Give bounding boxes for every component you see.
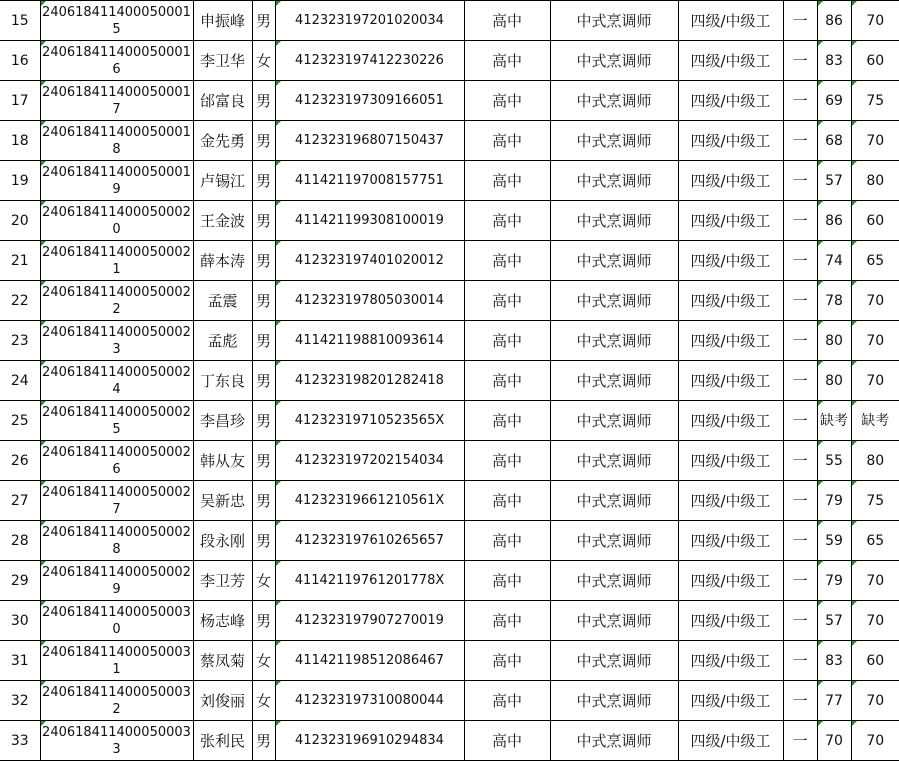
practical-score-cell[interactable]: 70: [851, 561, 899, 601]
occupation-cell[interactable]: 中式烹调师: [550, 81, 678, 121]
occupation-cell[interactable]: 中式烹调师: [550, 681, 678, 721]
ticket-number-cell[interactable]: 2406184114000500029: [40, 561, 193, 601]
table-row: [0, 161, 899, 201]
level-cell[interactable]: 四级/中级工: [678, 1, 783, 41]
gender-cell[interactable]: 男: [252, 441, 275, 481]
row-index-cell[interactable]: 28: [0, 521, 40, 561]
education-cell[interactable]: 高中: [464, 1, 550, 41]
row-index-cell[interactable]: 21: [0, 241, 40, 281]
ticket-number-cell[interactable]: 2406184114000500022: [40, 281, 193, 321]
theory-score-cell[interactable]: 86: [817, 1, 851, 41]
occupation-cell[interactable]: 中式烹调师: [550, 121, 678, 161]
row-index-cell[interactable]: 30: [0, 601, 40, 641]
part-cell[interactable]: 一: [783, 601, 817, 641]
name-cell[interactable]: 申振峰: [193, 1, 252, 41]
gender-cell[interactable]: 男: [252, 321, 275, 361]
gender-cell[interactable]: 女: [252, 41, 275, 81]
occupation-cell[interactable]: 中式烹调师: [550, 641, 678, 681]
id-card-cell[interactable]: 412323196910294834: [275, 721, 464, 761]
id-card-cell[interactable]: 412323197202154034: [275, 441, 464, 481]
theory-score-cell[interactable]: 68: [817, 121, 851, 161]
ticket-number-cell[interactable]: 2406184114000500016: [40, 41, 193, 81]
level-cell[interactable]: 四级/中级工: [678, 401, 783, 441]
id-card-cell[interactable]: 412323197412230226: [275, 41, 464, 81]
table-row: [0, 561, 899, 601]
practical-score-cell[interactable]: 75: [851, 81, 899, 121]
practical-score-cell[interactable]: 70: [851, 601, 899, 641]
theory-score-cell[interactable]: 55: [817, 441, 851, 481]
theory-score-cell[interactable]: 缺考: [817, 401, 851, 441]
level-cell[interactable]: 四级/中级工: [678, 721, 783, 761]
row-index-cell[interactable]: 18: [0, 121, 40, 161]
name-cell[interactable]: 韩从友: [193, 441, 252, 481]
level-cell[interactable]: 四级/中级工: [678, 121, 783, 161]
id-card-cell[interactable]: 412323198201282418: [275, 361, 464, 401]
part-cell[interactable]: 一: [783, 641, 817, 681]
part-cell[interactable]: 一: [783, 281, 817, 321]
occupation-cell[interactable]: 中式烹调师: [550, 401, 678, 441]
ticket-number-cell[interactable]: 2406184114000500023: [40, 321, 193, 361]
part-cell[interactable]: 一: [783, 401, 817, 441]
row-index-cell[interactable]: 23: [0, 321, 40, 361]
practical-score-cell[interactable]: 60: [851, 641, 899, 681]
occupation-cell[interactable]: 中式烹调师: [550, 441, 678, 481]
ticket-number-cell[interactable]: 2406184114000500021: [40, 241, 193, 281]
row-index-cell[interactable]: 32: [0, 681, 40, 721]
table-row: [0, 521, 899, 561]
practical-score-cell[interactable]: 75: [851, 481, 899, 521]
education-cell[interactable]: 高中: [464, 601, 550, 641]
name-cell[interactable]: 李昌珍: [193, 401, 252, 441]
id-card-cell[interactable]: 41232319710523565X: [275, 401, 464, 441]
id-card-cell[interactable]: 412323197201020034: [275, 1, 464, 41]
id-card-cell[interactable]: 41232319661210561X: [275, 481, 464, 521]
education-cell[interactable]: 高中: [464, 521, 550, 561]
theory-score-cell[interactable]: 79: [817, 561, 851, 601]
theory-score-cell[interactable]: 57: [817, 161, 851, 201]
table-row: [0, 401, 899, 441]
education-cell[interactable]: 高中: [464, 361, 550, 401]
id-card-cell[interactable]: 412323197309166051: [275, 81, 464, 121]
name-cell[interactable]: 刘俊丽: [193, 681, 252, 721]
practical-score-cell[interactable]: 65: [851, 241, 899, 281]
gender-cell[interactable]: 女: [252, 561, 275, 601]
occupation-cell[interactable]: 中式烹调师: [550, 41, 678, 81]
occupation-cell[interactable]: 中式烹调师: [550, 721, 678, 761]
table-row: [0, 201, 899, 241]
theory-score-cell[interactable]: 80: [817, 321, 851, 361]
id-card-cell[interactable]: 411421198512086467: [275, 641, 464, 681]
gender-cell[interactable]: 男: [252, 121, 275, 161]
ticket-number-cell[interactable]: 2406184114000500018: [40, 121, 193, 161]
row-index-cell[interactable]: 15: [0, 1, 40, 41]
occupation-cell[interactable]: 中式烹调师: [550, 281, 678, 321]
gender-cell[interactable]: 女: [252, 681, 275, 721]
education-cell[interactable]: 高中: [464, 121, 550, 161]
ticket-number-cell[interactable]: 2406184114000500020: [40, 201, 193, 241]
part-cell[interactable]: 一: [783, 241, 817, 281]
row-index-cell[interactable]: 22: [0, 281, 40, 321]
practical-score-cell[interactable]: 80: [851, 441, 899, 481]
row-index-cell[interactable]: 27: [0, 481, 40, 521]
theory-score-cell[interactable]: 83: [817, 41, 851, 81]
part-cell[interactable]: 一: [783, 161, 817, 201]
theory-score-cell[interactable]: 59: [817, 521, 851, 561]
gender-cell[interactable]: 男: [252, 281, 275, 321]
id-card-cell[interactable]: 412323197907270019: [275, 601, 464, 641]
level-cell[interactable]: 四级/中级工: [678, 681, 783, 721]
name-cell[interactable]: 卢锡江: [193, 161, 252, 201]
education-cell[interactable]: 高中: [464, 721, 550, 761]
practical-score-cell[interactable]: 70: [851, 121, 899, 161]
table-row: [0, 721, 899, 761]
row-index-cell[interactable]: 17: [0, 81, 40, 121]
occupation-cell[interactable]: 中式烹调师: [550, 241, 678, 281]
part-cell[interactable]: 一: [783, 481, 817, 521]
row-index-cell[interactable]: 19: [0, 161, 40, 201]
theory-score-cell[interactable]: 77: [817, 681, 851, 721]
education-cell[interactable]: 高中: [464, 561, 550, 601]
name-cell[interactable]: 段永刚: [193, 521, 252, 561]
level-cell[interactable]: 四级/中级工: [678, 201, 783, 241]
ticket-number-cell[interactable]: 2406184114000500033: [40, 721, 193, 761]
occupation-cell[interactable]: 中式烹调师: [550, 201, 678, 241]
theory-score-cell[interactable]: 57: [817, 601, 851, 641]
ticket-number-cell[interactable]: 2406184114000500028: [40, 521, 193, 561]
education-cell[interactable]: 高中: [464, 41, 550, 81]
education-cell[interactable]: 高中: [464, 161, 550, 201]
theory-score-cell[interactable]: 70: [817, 721, 851, 761]
table-row: [0, 441, 899, 481]
level-cell[interactable]: 四级/中级工: [678, 361, 783, 401]
table-row: [0, 641, 899, 681]
name-cell[interactable]: 金先勇: [193, 121, 252, 161]
table-body: [0, 1, 899, 761]
gender-cell[interactable]: 男: [252, 401, 275, 441]
theory-score-cell[interactable]: 79: [817, 481, 851, 521]
level-cell[interactable]: 四级/中级工: [678, 161, 783, 201]
education-cell[interactable]: 高中: [464, 481, 550, 521]
table-row: [0, 601, 899, 641]
gender-cell[interactable]: 男: [252, 361, 275, 401]
level-cell[interactable]: 四级/中级工: [678, 41, 783, 81]
id-card-cell[interactable]: 411421199308100019: [275, 201, 464, 241]
gender-cell[interactable]: 男: [252, 241, 275, 281]
occupation-cell[interactable]: 中式烹调师: [550, 521, 678, 561]
name-cell[interactable]: 张利民: [193, 721, 252, 761]
level-cell[interactable]: 四级/中级工: [678, 241, 783, 281]
theory-score-cell[interactable]: 83: [817, 641, 851, 681]
education-cell[interactable]: 高中: [464, 641, 550, 681]
name-cell[interactable]: 邰富良: [193, 81, 252, 121]
gender-cell[interactable]: 女: [252, 641, 275, 681]
part-cell[interactable]: 一: [783, 41, 817, 81]
gender-cell[interactable]: 男: [252, 161, 275, 201]
part-cell[interactable]: 一: [783, 121, 817, 161]
part-cell[interactable]: 一: [783, 1, 817, 41]
id-card-cell[interactable]: 411421197008157751: [275, 161, 464, 201]
part-cell[interactable]: 一: [783, 561, 817, 601]
education-cell[interactable]: 高中: [464, 81, 550, 121]
practical-score-cell[interactable]: 65: [851, 521, 899, 561]
level-cell[interactable]: 四级/中级工: [678, 321, 783, 361]
row-index-cell[interactable]: 20: [0, 201, 40, 241]
table-row: [0, 121, 899, 161]
row-index-cell[interactable]: 26: [0, 441, 40, 481]
practical-score-cell[interactable]: 60: [851, 41, 899, 81]
practical-score-cell[interactable]: 70: [851, 1, 899, 41]
table-row: [0, 241, 899, 281]
name-cell[interactable]: 王金波: [193, 201, 252, 241]
theory-score-cell[interactable]: 86: [817, 201, 851, 241]
name-cell[interactable]: 孟震: [193, 281, 252, 321]
name-cell[interactable]: 李卫华: [193, 41, 252, 81]
theory-score-cell[interactable]: 80: [817, 361, 851, 401]
level-cell[interactable]: 四级/中级工: [678, 521, 783, 561]
occupation-cell[interactable]: 中式烹调师: [550, 161, 678, 201]
ticket-number-cell[interactable]: 2406184114000500027: [40, 481, 193, 521]
occupation-cell[interactable]: 中式烹调师: [550, 561, 678, 601]
ticket-number-cell[interactable]: 2406184114000500026: [40, 441, 193, 481]
gender-cell[interactable]: 男: [252, 481, 275, 521]
practical-score-cell[interactable]: 70: [851, 681, 899, 721]
id-card-cell[interactable]: 411421198810093614: [275, 321, 464, 361]
id-card-cell[interactable]: 412323197610265657: [275, 521, 464, 561]
theory-score-cell[interactable]: 69: [817, 81, 851, 121]
ticket-number-cell[interactable]: 2406184114000500025: [40, 401, 193, 441]
practical-score-cell[interactable]: 70: [851, 361, 899, 401]
practical-score-cell[interactable]: 60: [851, 201, 899, 241]
gender-cell[interactable]: 男: [252, 721, 275, 761]
ticket-number-cell[interactable]: 2406184114000500015: [40, 1, 193, 41]
practical-score-cell[interactable]: 70: [851, 281, 899, 321]
id-card-cell[interactable]: 412323196807150437: [275, 121, 464, 161]
practical-score-cell[interactable]: 缺考: [851, 401, 899, 441]
ticket-number-cell[interactable]: 2406184114000500024: [40, 361, 193, 401]
part-cell[interactable]: 一: [783, 81, 817, 121]
row-index-cell[interactable]: 16: [0, 41, 40, 81]
gender-cell[interactable]: 男: [252, 201, 275, 241]
table-row: [0, 321, 899, 361]
theory-score-cell[interactable]: 74: [817, 241, 851, 281]
level-cell[interactable]: 四级/中级工: [678, 281, 783, 321]
part-cell[interactable]: 一: [783, 201, 817, 241]
theory-score-cell[interactable]: 78: [817, 281, 851, 321]
row-index-cell[interactable]: 25: [0, 401, 40, 441]
name-cell[interactable]: 吴新忠: [193, 481, 252, 521]
part-cell[interactable]: 一: [783, 361, 817, 401]
practical-score-cell[interactable]: 70: [851, 321, 899, 361]
education-cell[interactable]: 高中: [464, 241, 550, 281]
education-cell[interactable]: 高中: [464, 401, 550, 441]
row-index-cell[interactable]: 33: [0, 721, 40, 761]
level-cell[interactable]: 四级/中级工: [678, 601, 783, 641]
part-cell[interactable]: 一: [783, 441, 817, 481]
id-card-cell[interactable]: 412323197805030014: [275, 281, 464, 321]
row-index-cell[interactable]: 29: [0, 561, 40, 601]
occupation-cell[interactable]: 中式烹调师: [550, 1, 678, 41]
ticket-number-cell[interactable]: 2406184114000500030: [40, 601, 193, 641]
level-cell[interactable]: 四级/中级工: [678, 561, 783, 601]
occupation-cell[interactable]: 中式烹调师: [550, 601, 678, 641]
gender-cell[interactable]: 男: [252, 81, 275, 121]
occupation-cell[interactable]: 中式烹调师: [550, 361, 678, 401]
table-row: [0, 1, 899, 41]
table-row: [0, 681, 899, 721]
table-row: [0, 41, 899, 81]
id-card-cell[interactable]: 412323197310080044: [275, 681, 464, 721]
ticket-number-cell[interactable]: 2406184114000500032: [40, 681, 193, 721]
name-cell[interactable]: 薛本涛: [193, 241, 252, 281]
name-cell[interactable]: 孟彪: [193, 321, 252, 361]
education-cell[interactable]: 高中: [464, 681, 550, 721]
row-index-cell[interactable]: 24: [0, 361, 40, 401]
row-index-cell[interactable]: 31: [0, 641, 40, 681]
gender-cell[interactable]: 男: [252, 521, 275, 561]
level-cell[interactable]: 四级/中级工: [678, 641, 783, 681]
gender-cell[interactable]: 男: [252, 1, 275, 41]
level-cell[interactable]: 四级/中级工: [678, 81, 783, 121]
occupation-cell[interactable]: 中式烹调师: [550, 481, 678, 521]
occupation-cell[interactable]: 中式烹调师: [550, 321, 678, 361]
level-cell[interactable]: 四级/中级工: [678, 441, 783, 481]
part-cell[interactable]: 一: [783, 681, 817, 721]
practical-score-cell[interactable]: 70: [851, 721, 899, 761]
id-card-cell[interactable]: 41142119761201778X: [275, 561, 464, 601]
name-cell[interactable]: 蔡凤菊: [193, 641, 252, 681]
ticket-number-cell[interactable]: 2406184114000500017: [40, 81, 193, 121]
practical-score-cell[interactable]: 80: [851, 161, 899, 201]
table-row: [0, 481, 899, 521]
education-cell[interactable]: 高中: [464, 321, 550, 361]
name-cell[interactable]: 李卫芳: [193, 561, 252, 601]
part-cell[interactable]: 一: [783, 721, 817, 761]
ticket-number-cell[interactable]: 2406184114000500031: [40, 641, 193, 681]
level-cell[interactable]: 四级/中级工: [678, 481, 783, 521]
education-cell[interactable]: 高中: [464, 281, 550, 321]
name-cell[interactable]: 杨志峰: [193, 601, 252, 641]
table-row: [0, 281, 899, 321]
gender-cell[interactable]: 男: [252, 601, 275, 641]
education-cell[interactable]: 高中: [464, 201, 550, 241]
name-cell[interactable]: 丁东良: [193, 361, 252, 401]
id-card-cell[interactable]: 412323197401020012: [275, 241, 464, 281]
table-row: [0, 81, 899, 121]
part-cell[interactable]: 一: [783, 321, 817, 361]
part-cell[interactable]: 一: [783, 521, 817, 561]
education-cell[interactable]: 高中: [464, 441, 550, 481]
ticket-number-cell[interactable]: 2406184114000500019: [40, 161, 193, 201]
table-row: [0, 361, 899, 401]
